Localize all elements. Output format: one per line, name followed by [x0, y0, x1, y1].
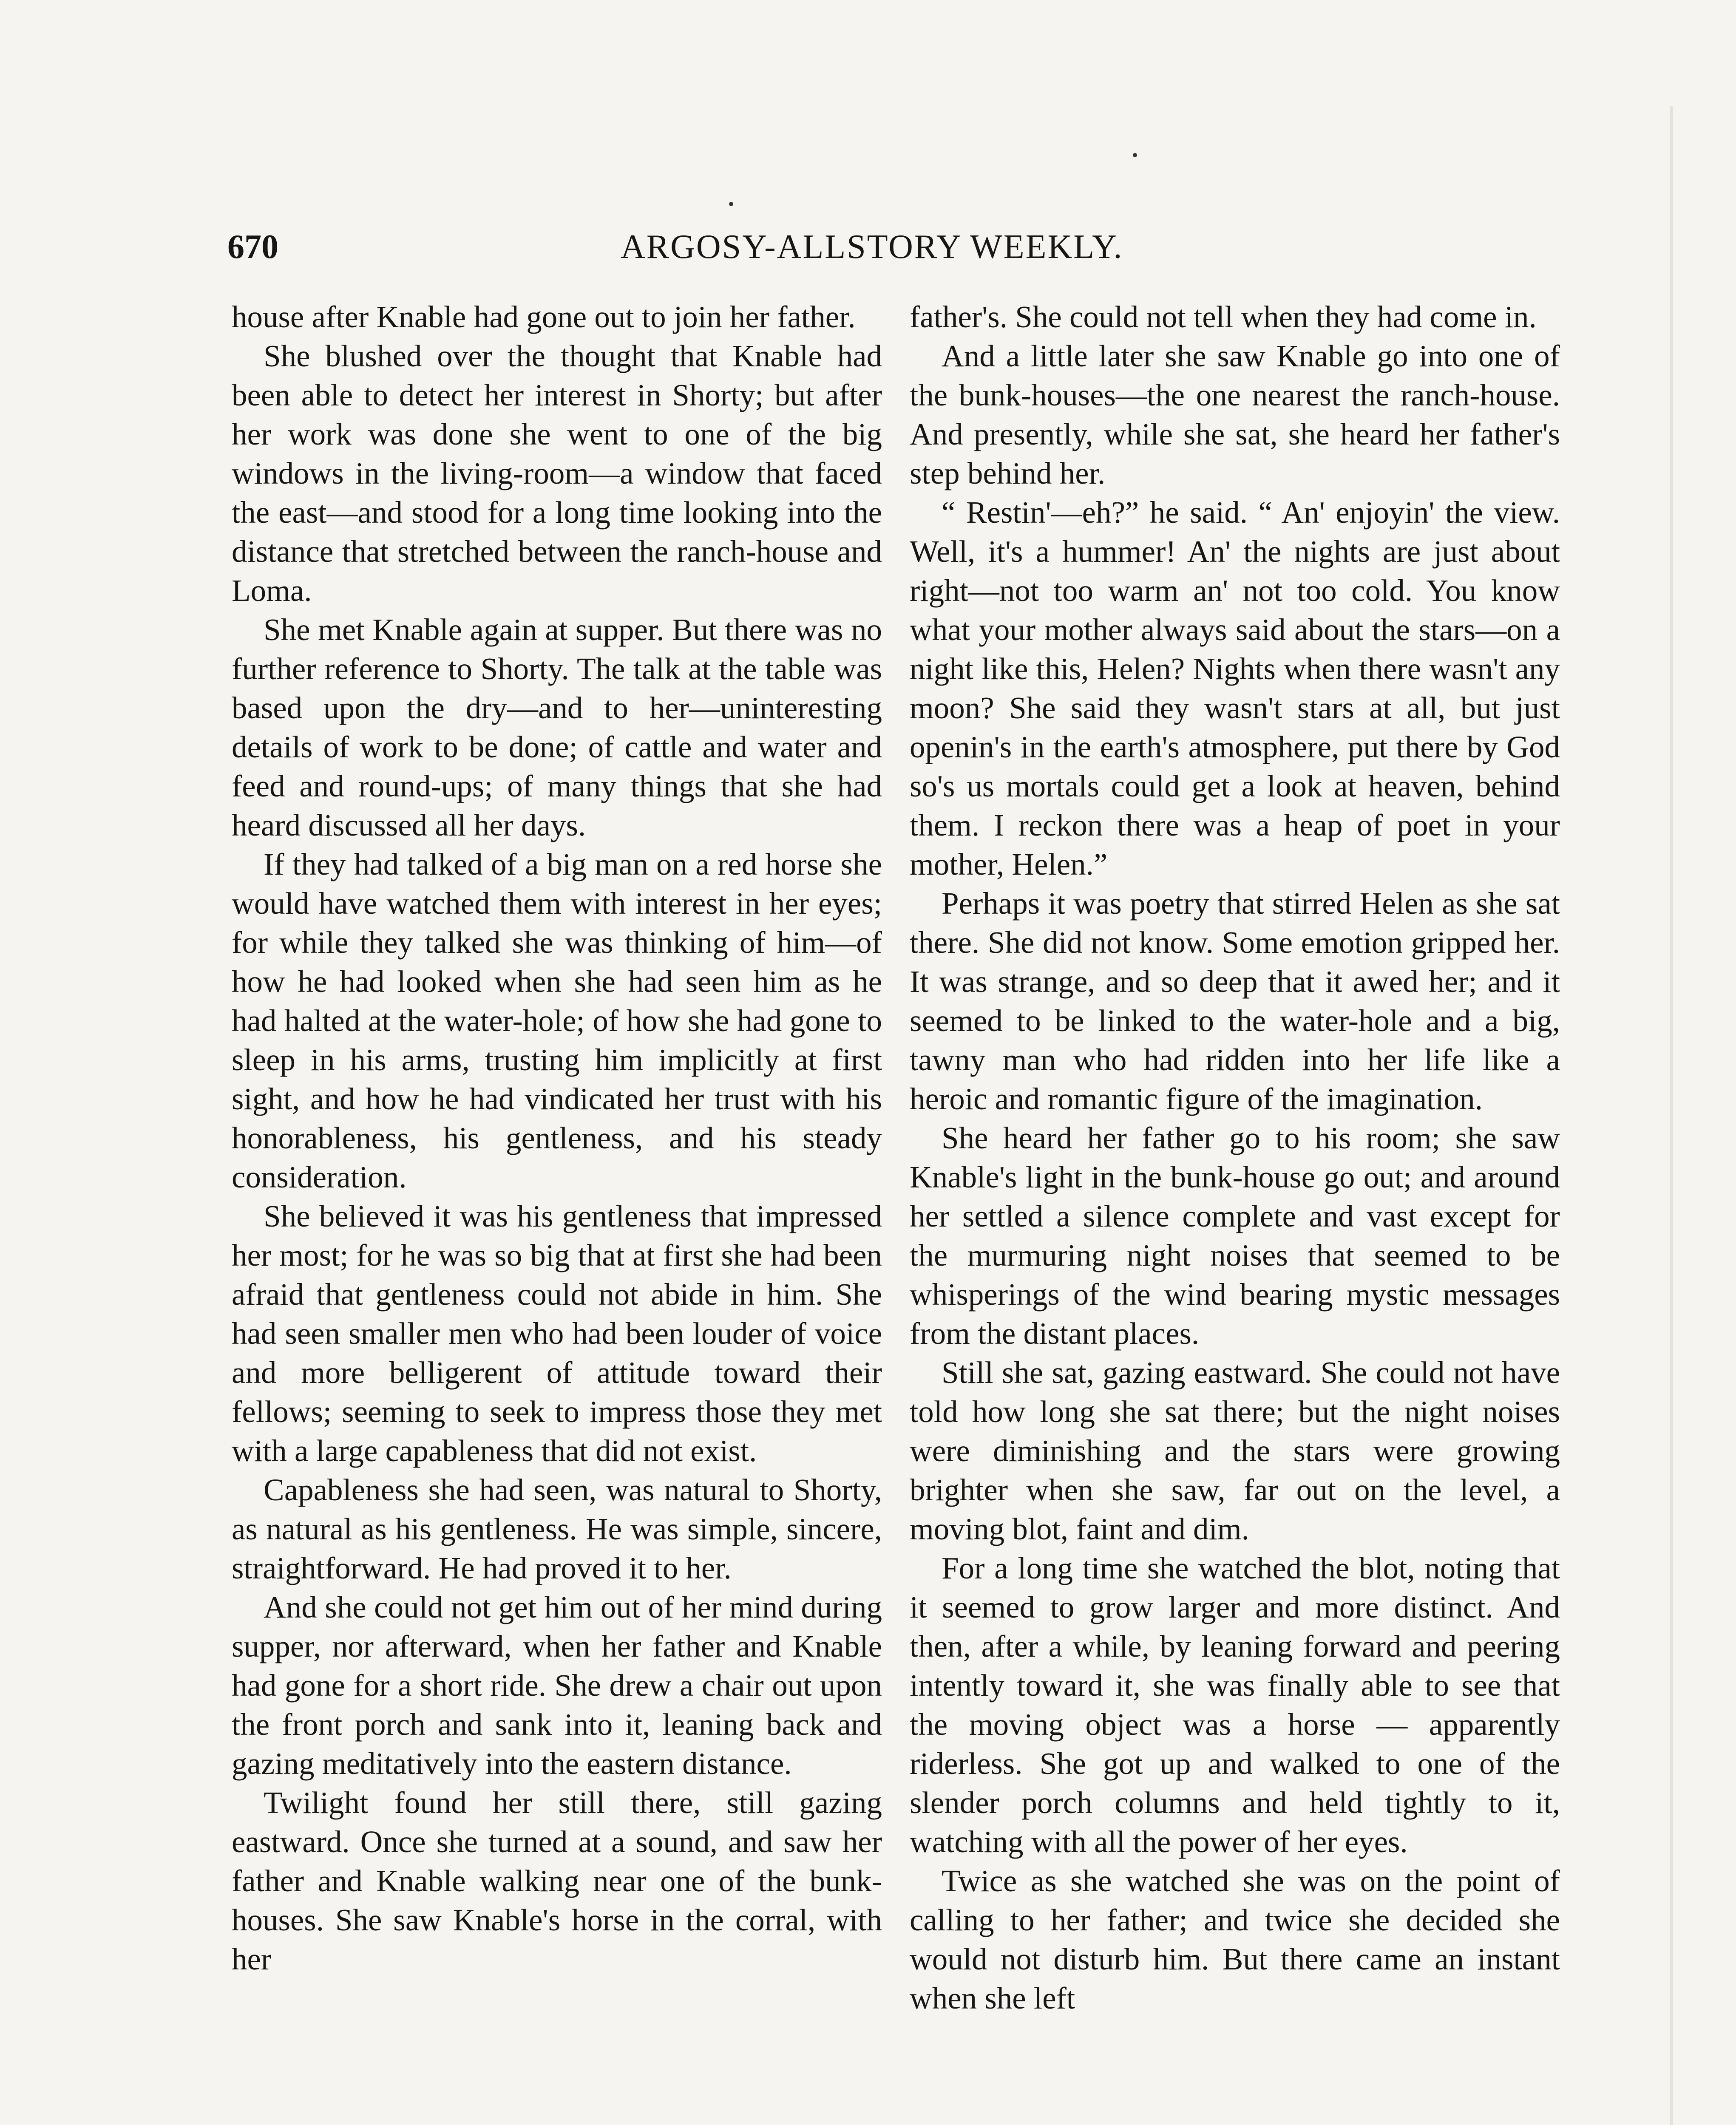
paragraph: Twilight found her still there, still gazing eastward. Once she turned at a sound, and saw her father and Knable walking near one of the bunk-houses. She saw Knable's horse in the corral, with her	[232, 1785, 882, 1976]
paragraph: father's. She could not tell when they had come in.	[910, 300, 1537, 334]
paragraph: And she could not get him out of her mind during supper, nor afterward, when her father and Knable had gone for a short ride. She drew a chair out upon the front porch and sank into it, leaning back and gazing meditatively into the eastern distance.	[232, 1590, 882, 1781]
paragraph: She heard her father go to his room; she saw Knable's light in the bunk-house go out; and around her settled a silence complete and vast except for the murmuring night noises that seemed to be whisperings of the wind bearing mystic messages from the distant places.	[910, 1121, 1560, 1351]
paragraph: If they had talked of a big man on a red horse she would have watched them with interest in her eyes; for while they talked she was thinking of him—of how he had looked when she had seen him as he had halted at the water-hole; of how she had gone to sleep in his arms, trusting him implicitly at first sight, and how he had vindicated her trust with his honorableness, his gentleness, and his steady consideration.	[232, 847, 882, 1194]
page-edge-line	[1670, 106, 1673, 2125]
paragraph: Perhaps it was poetry that stirred Helen as she sat there. She did not know. Some emotion gripped her. It was strange, and so deep that it awed her; and it seemed to be linked to the water-hole and a big, tawny man who had ridden into her life like a heroic and romantic figure of the imagination.	[910, 886, 1560, 1116]
paragraph: She met Knable again at supper. But there was no further reference to Shorty. The talk at the table was based upon the dry—and to her—uninteresting details of work to be done; of cattle and water and feed and round-ups; of many things that she had heard discussed all her days.	[232, 612, 882, 842]
paragraph: And a little later she saw Knable go into one of the bunk-houses—the one nearest the ranch-house. And presently, while she sat, she heard her father's step behind her.	[910, 339, 1560, 490]
right-column	[910, 298, 1560, 2018]
paragraph: Capableness she had seen, was natural to Shorty, as natural as his gentleness. He was simple, sincere, straightforward. He had proved it to her.	[232, 1473, 882, 1585]
ink-speck	[729, 202, 733, 206]
ink-speck	[1133, 153, 1137, 157]
paragraph: “ Restin'—eh?” he said. “ An' enjoyin' the view. Well, it's a hummer! An' the nights are just about right—not too warm an' not too cold. You know what your mother always said about the stars—on a night like this, Helen? Nights when there wasn't any moon? She said they wasn't stars at all, but just openin's in the earth's atmosphere, put there by God so's us mortals could get a look at heaven, behind them. I reckon there was a heap of poet in your mother, Helen.”	[910, 495, 1560, 881]
page-number: 670	[227, 228, 278, 266]
paragraph: For a long time she watched the blot, noting that it seemed to grow larger and more distinct. And then, after a while, by leaning forward and peering intently toward it, she was finally able to see that the moving object was a horse — apparently riderless. She got up and walked to one of the slender porch columns and held tightly to it, watching with all the power of her eyes.	[910, 1551, 1560, 1859]
paragraph: Still she sat, gazing eastward. She could not have told how long she sat there; but the night noises were diminishing and the stars were growing brighter when she saw, far out on the level, a moving blot, faint and dim.	[910, 1355, 1560, 1546]
paragraph: She believed it was his gentleness that impressed her most; for he was so big that at first she had been afraid that gentleness could not abide in him. She had seen smaller men who had been louder of voice and more belligerent of attitude toward their fellows; seeming to seek to impress those they met with a large capableness that did not exist.	[232, 1199, 882, 1468]
paragraph: Twice as she watched she was on the point of calling to her father; and twice she decided she would not disturb him. But there came an instant when she left	[910, 1864, 1560, 2015]
paragraph: She blushed over the thought that Knable had been able to detect her interest in Shorty; but after her work was done she went to one of the big windows in the living-room—a window that faced the east—and stood for a long time looking into the distance that stretched between the ranch-house and Loma.	[232, 339, 882, 608]
paragraph: house after Knable had gone out to join her father.	[232, 300, 856, 334]
running-head: ARGOSY-ALLSTORY WEEKLY.	[621, 228, 1123, 266]
left-column	[232, 298, 882, 1979]
